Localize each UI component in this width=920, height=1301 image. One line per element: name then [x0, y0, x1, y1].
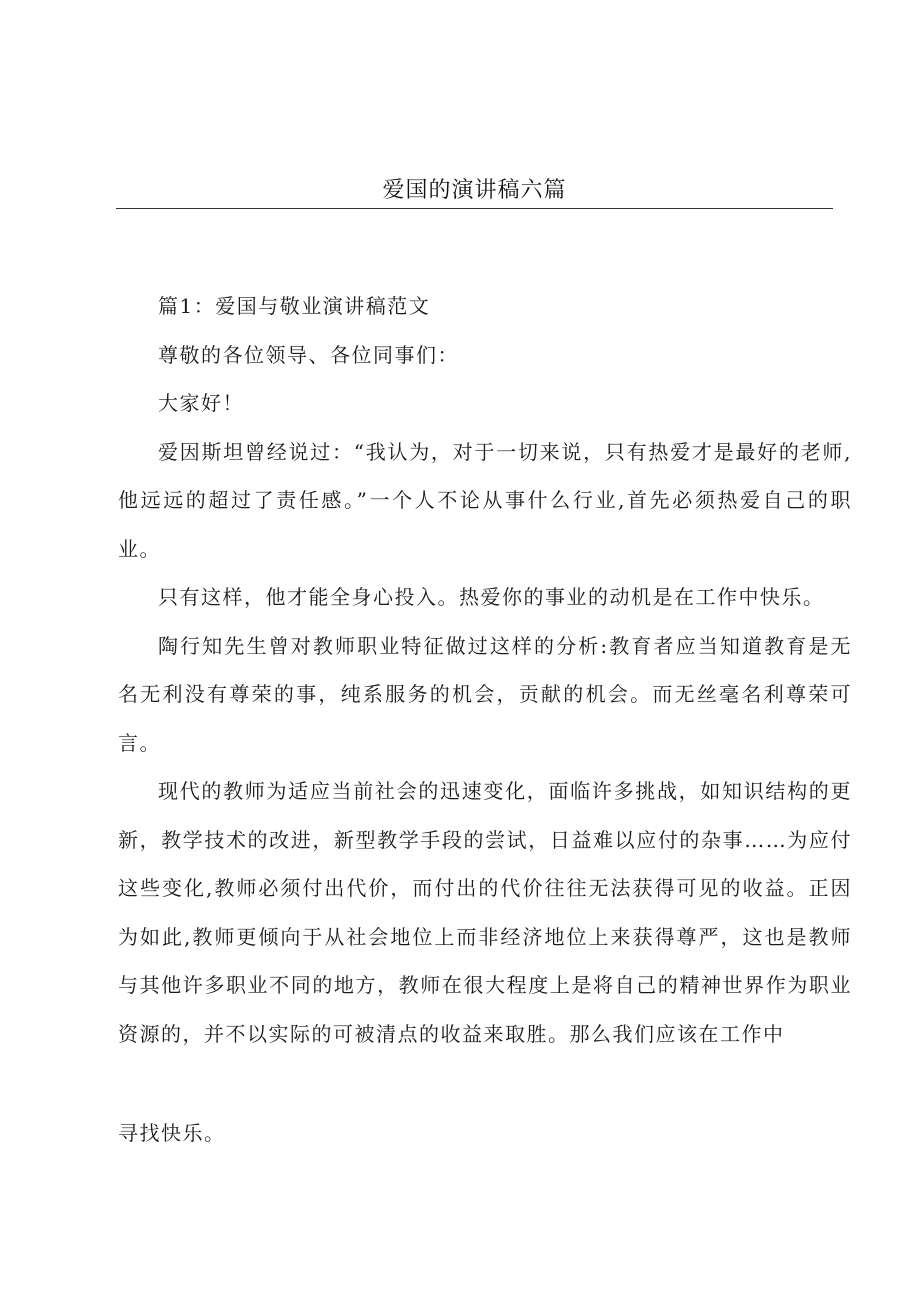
- greeting: 大家好！: [158, 391, 244, 415]
- paragraph: 只有这样，他才能全身心投入。热爱你的事业的动机是在工作中快乐。: [158, 585, 825, 609]
- document-title: 爱国的演讲稿六篇: [382, 178, 567, 203]
- paragraph-continuation: 寻找快乐。: [118, 1121, 226, 1145]
- paragraph: 陶行知先生曾对教师职业特征做过这样的分析:教育者应当知道教育是无名无利没有尊荣的事，纯系服务的机会，贡献的机会。而无丝毫名利尊荣可言。: [118, 633, 852, 755]
- section-heading: 篇1：爱国与敬业演讲稿范文: [158, 294, 431, 318]
- paragraph: 爱因斯坦曾经说过：“我认为，对于一切来说，只有热爱才是最好的老师,他远远的超过了责任感。”一个人不论从事什么行业,首先必须热爱自己的职业。: [118, 439, 852, 561]
- document-body: [118, 282, 852, 1058]
- salutation: 尊敬的各位领导、各位同事们：: [158, 342, 459, 367]
- paragraph: 现代的教师为适应当前社会的迅速变化，面临许多挑战，如知识结构的更新，教学技术的改进，新型教学手段的尝试，日益难以应付的杂事……为应付这些变化,教师必须付出代价，而付出的代价往往无法获得可见的收益。正因为如此,教师更倾向于从社会地位上而非经济地位上来获得尊严，这也是教师与其他许多职业不同的地方，教师在很大程度上是将自己的精神世界作为职业资源的，并不以实际的可被清点的收益来取胜。那么我们应该在工作中: [118, 779, 852, 1046]
- title-underline: [116, 208, 833, 209]
